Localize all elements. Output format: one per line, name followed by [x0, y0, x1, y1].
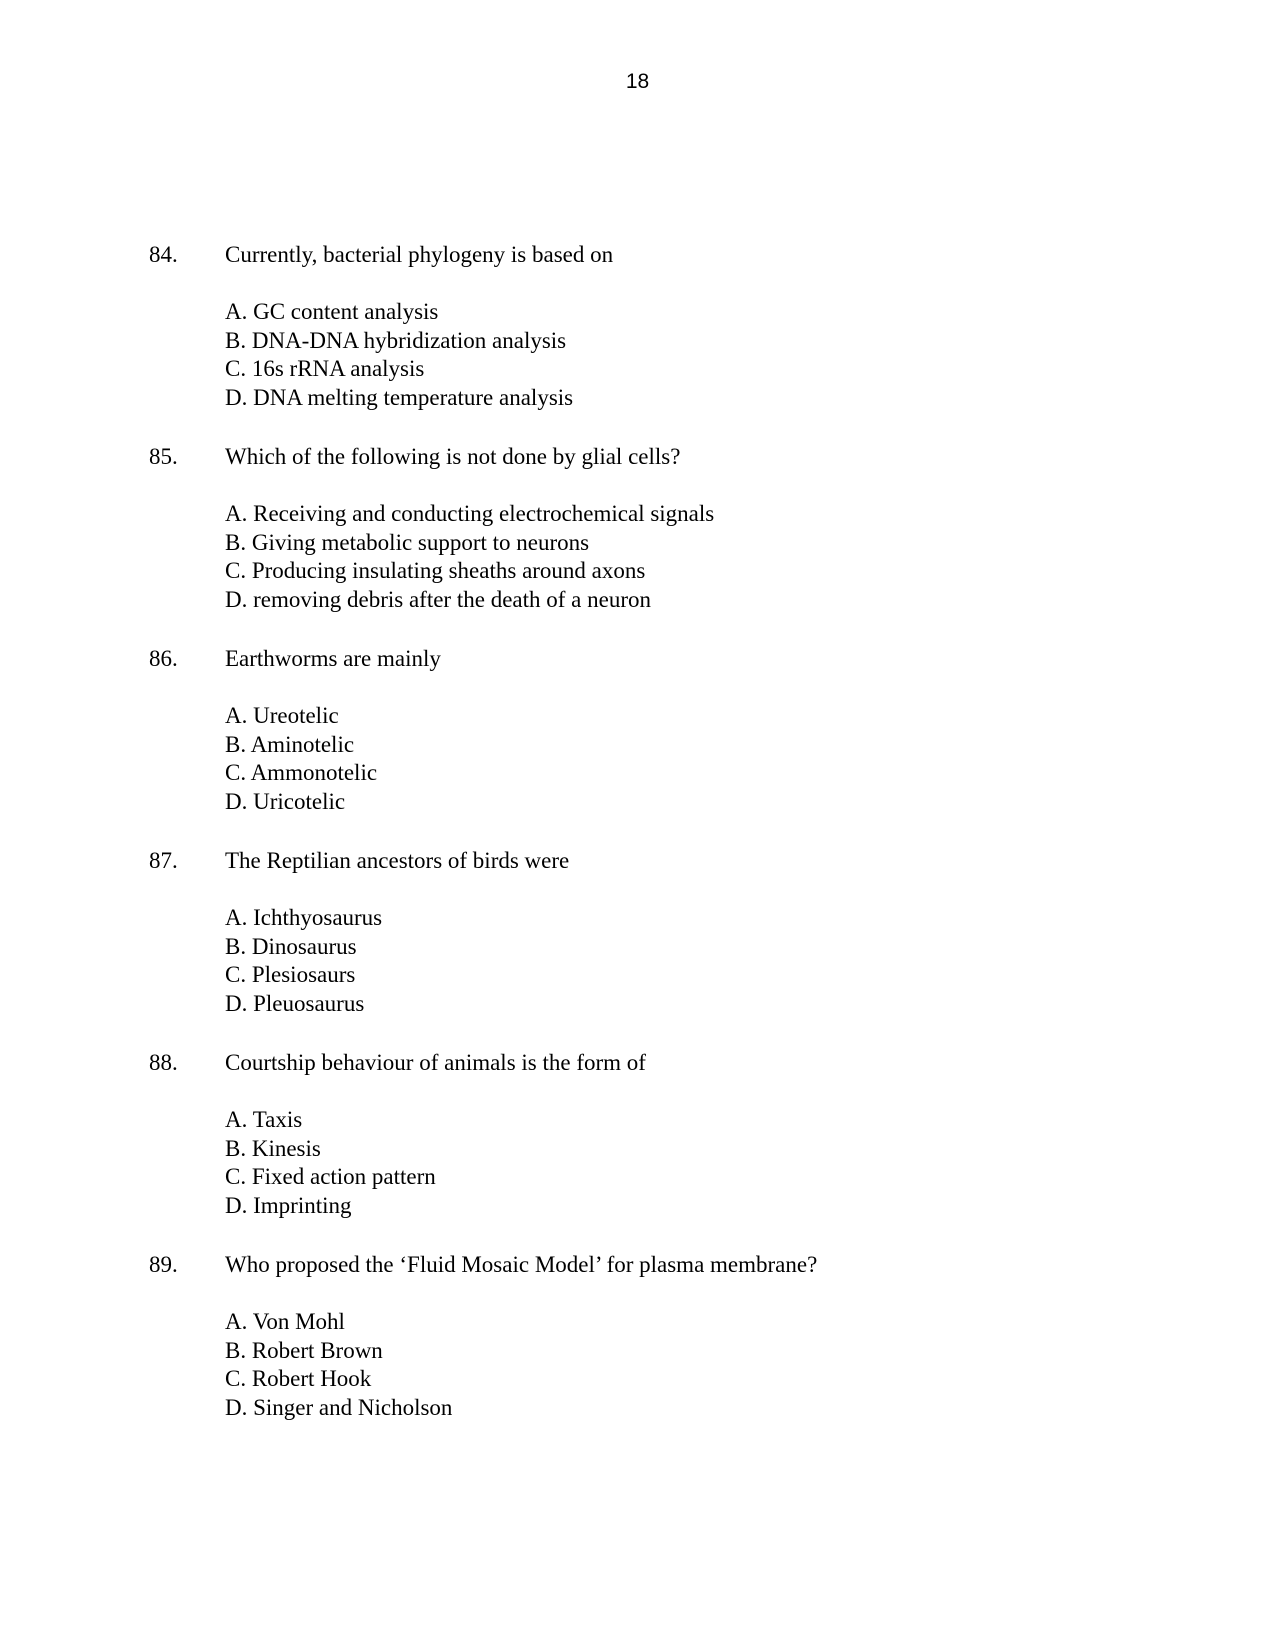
question-stem — [0, 1251, 1275, 1279]
option-a: A. Taxis — [225, 1107, 303, 1132]
option-b: B. Aminotelic — [225, 731, 355, 757]
question-text: Earthworms are mainly — [225, 646, 441, 671]
option-c: C. Ammonotelic — [225, 760, 378, 785]
answer-options — [225, 298, 573, 412]
option-a: A. Von Mohl — [225, 1309, 345, 1334]
question-stem — [0, 241, 1275, 269]
question-stem — [0, 645, 1275, 673]
answer-options — [225, 1308, 452, 1422]
option-a: A. GC content analysis — [225, 299, 439, 324]
answer-options — [225, 702, 377, 816]
answer-options — [225, 500, 714, 614]
question-87 — [0, 847, 1275, 1016]
option-b: B. Giving metabolic support to neurons — [225, 529, 590, 555]
option-b: B. Robert Brown — [225, 1337, 383, 1363]
question-number: 84. — [149, 242, 178, 267]
question-84 — [0, 241, 1275, 410]
option-c: C. Fixed action pattern — [225, 1164, 436, 1189]
question-text: The Reptilian ancestors of birds were — [225, 848, 570, 873]
question-text: Currently, bacterial phylogeny is based on — [225, 242, 614, 267]
option-c: C. Robert Hook — [225, 1366, 372, 1391]
question-text: Courtship behaviour of animals is the form of — [225, 1050, 646, 1075]
question-number: 88. — [149, 1050, 178, 1075]
option-b: B. Dinosaurus — [225, 933, 357, 959]
question-number: 89. — [149, 1252, 178, 1277]
question-stem — [0, 1049, 1275, 1077]
option-b: B. Kinesis — [225, 1135, 321, 1161]
option-c: C. 16s rRNA analysis — [225, 356, 425, 381]
option-a: A. Ichthyosaurus — [225, 905, 383, 930]
question-88 — [0, 1049, 1275, 1218]
option-d: D. removing debris after the death of a neuron — [225, 586, 651, 612]
option-d: D. Uricotelic — [225, 788, 346, 814]
question-number: 85. — [149, 444, 178, 469]
answer-options — [225, 1106, 436, 1220]
question-number: 86. — [149, 646, 178, 671]
option-a: A. Ureotelic — [225, 703, 339, 728]
question-stem — [0, 443, 1275, 471]
question-85 — [0, 443, 1275, 612]
option-b: B. DNA-DNA hybridization analysis — [225, 327, 567, 353]
question-86 — [0, 645, 1275, 814]
option-c: C. Producing insulating sheaths around axons — [225, 558, 646, 583]
option-d: D. Imprinting — [225, 1192, 352, 1218]
question-number: 87. — [149, 848, 178, 873]
option-d: D. Singer and Nicholson — [225, 1394, 453, 1420]
option-d: D. Pleuosaurus — [225, 990, 365, 1016]
question-stem — [0, 847, 1275, 875]
option-a: A. Receiving and conducting electrochemical signals — [225, 501, 715, 526]
answer-options — [225, 904, 382, 1018]
question-text: Which of the following is not done by glial cells? — [225, 444, 681, 469]
question-89 — [0, 1251, 1275, 1420]
question-text: Who proposed the ‘Fluid Mosaic Model’ for plasma membrane? — [225, 1252, 818, 1277]
option-d: D. DNA melting temperature analysis — [225, 384, 574, 410]
option-c: C. Plesiosaurs — [225, 962, 356, 987]
page-number: 18 — [625, 70, 650, 93]
